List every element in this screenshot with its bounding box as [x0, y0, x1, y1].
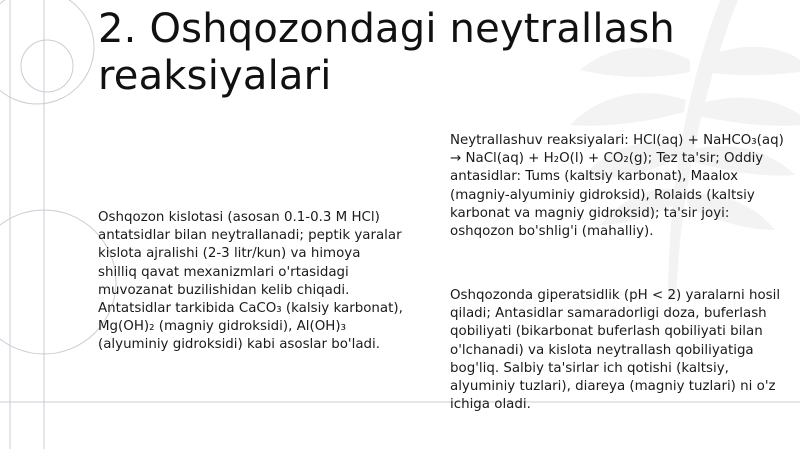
- slide-title: 2. Oshqozondagi neytrallash reaksiyalari: [98, 6, 675, 99]
- right-paragraph-hyperacidity: Oshqozonda giperatsidlik (pH < 2) yaralarni hosil qiladi; Antasidlar samaradorligi doza, buferlash qobiliyati (bikarbonat buferlash qobiliyati bilan o'lchanadi) va kislota neytrallash qobiliyatiga bog'liq. Salbiy ta'sirlar ich qotishi (kaltsiy, alyuminiy tuzlari), diareya (magniy tuzlari) ni o'z ichiga oladi.: [450, 288, 781, 413]
- right-paragraph-reactions: Neytrallashuv reaksiyalari: HCl(aq) + NaHCO₃(aq) → NaCl(aq) + H₂O(l) + CO₂(g); Tez ta'sir; Oddiy antasidlar: Tums (kaltsiy karbonat), Maalox (magniy-alyuminiy gidroksid), Rolaids (kaltsiy karbonat va magniy gidroksid); ta'sir joyi: oshqozon bo'shlig'i (mahalliy).: [450, 133, 784, 240]
- left-paragraph: Oshqozon kislotasi (asosan 0.1-0.3 M HCl) antatsidlar bilan neytrallanadi; peptik yaralar kislota ajralishi (2-3 litr/kun) va himoya shilliq qavat mexanizmlari o'rtasidagi muvozanat buzilishidan kelib chiqadi. Antatsidlar tarkibida CaCO₃ (kalsiy karbonat), Mg(OH)₂ (magniy gidroksidi), Al(OH)₃ (alyuminiy gidroksidi) kabi asoslar bo'ladi.: [98, 210, 403, 353]
- decor-circle-small: [21, 40, 73, 92]
- decor-circle-large: [0, 0, 94, 104]
